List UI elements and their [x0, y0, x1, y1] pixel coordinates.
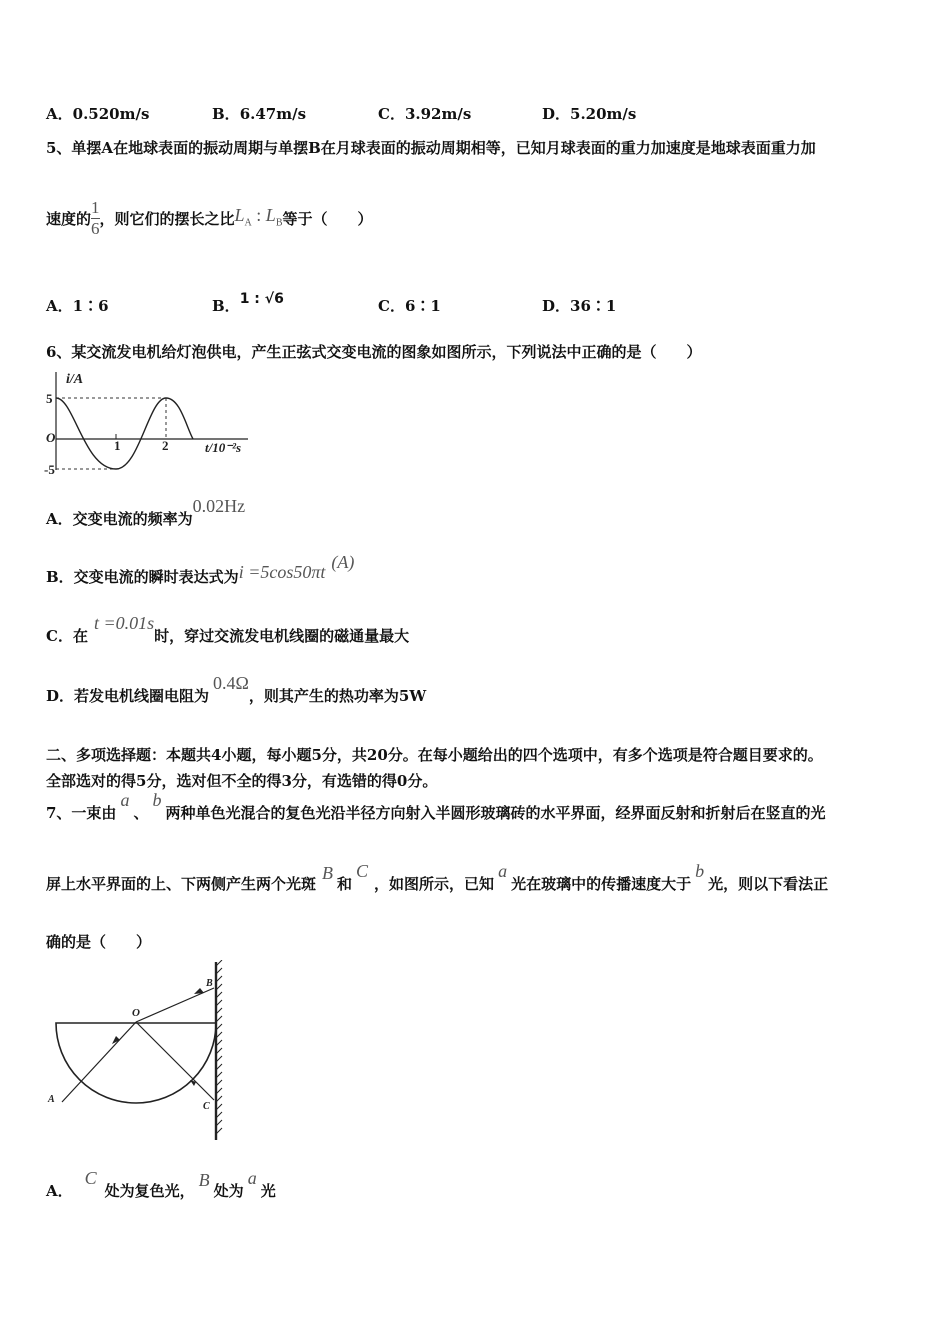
- q5-stem-line2: [46, 198, 373, 239]
- var-a-2: a: [498, 861, 508, 881]
- q5-option-b: B．1 : √6: [212, 291, 284, 315]
- var-b-2: b: [695, 861, 705, 881]
- q4-option-d: D．5.20m/s: [542, 105, 637, 123]
- q7-stem-line2: 屏上水平界面的上、下两侧产生两个光斑 B 和 C ，如图所示，已知 a 光在玻璃中的传播速度大于 b 光，则以下看法正: [46, 861, 829, 893]
- q7a-var-C: C: [84, 1168, 97, 1188]
- q4-option-b: B．6.47m/s: [212, 105, 307, 123]
- current-graph: [44, 366, 256, 478]
- y-tick-neg5: -5: [44, 462, 55, 477]
- label-B: B: [206, 978, 213, 989]
- q5-line2-pre: 速度的: [46, 210, 92, 228]
- q6-option-c-math: t =0.01s: [93, 613, 155, 633]
- q5-line2-post: 等于（ ）: [282, 210, 373, 228]
- q6-option-b-text: B．交变电流的瞬时表达式为: [46, 568, 239, 586]
- reflected-ray: [136, 1022, 214, 1100]
- var-C: C: [356, 861, 369, 881]
- q5-stem-line1: 5、单摆A在地球表面的振动周期与单摆B在月球表面的振动周期相等，已知月球表面的重力加速度是地球表面重力加: [46, 139, 816, 157]
- q7-stem-line1: 7、一束由 a 、 b 两种单色光混合的复色光沿半径方向射入半圆形玻璃砖的水平界面，经界面反射和折射后在竖直的光: [46, 790, 826, 822]
- q7-stem-line3: 确的是（ ）: [46, 933, 152, 951]
- q6-option-a-math: 0.02Hz: [192, 496, 246, 516]
- q7a-var-B: B: [198, 1170, 210, 1190]
- q6-option-a: [46, 496, 246, 529]
- q5-option-d: D．36∶1: [542, 297, 617, 315]
- q6-option-c-pre: C．在: [46, 627, 88, 645]
- q5-option-c: C．6∶1: [378, 297, 441, 315]
- x-tick-1-label: 1: [114, 438, 121, 453]
- q6-stem: 6、某交流发电机给灯泡供电，产生正弦式交变电流的图象如图所示，下列说法中正确的是（ ）: [46, 343, 702, 361]
- q6-option-b-unit: (A): [331, 552, 355, 572]
- label-A: A: [48, 1094, 55, 1105]
- sine-curve: [56, 398, 193, 469]
- q6-option-d-text: D．若发电机线圈电阻为: [46, 687, 210, 705]
- q5-line2-mid: ，则它们的摆长之比: [99, 210, 235, 228]
- frac-numerator: 1: [91, 198, 100, 217]
- q6-option-d-post: ，则其产生的热功率为5W: [248, 687, 427, 705]
- var-b: b: [152, 790, 162, 810]
- fraction-one-sixth: [91, 198, 100, 239]
- y-tick-5: 5: [46, 391, 53, 406]
- incident-ray: [62, 1022, 136, 1102]
- semicircle-glass: [56, 1023, 216, 1103]
- q7-option-a: A． C 处为复色光， B 处为 a 光: [46, 1168, 276, 1200]
- q6-option-b: [46, 552, 355, 587]
- glass-diagram: [44, 960, 234, 1144]
- label-O: O: [132, 1007, 140, 1019]
- q6-option-c-post: 时，穿过交流发电机线圈的磁通量最大: [154, 627, 410, 645]
- q6-option-d: [46, 673, 427, 706]
- ratio-expression: $L_A$ : $L_B$: [234, 204, 283, 229]
- q4-option-a: A．0.520m/s: [46, 105, 150, 123]
- q4-option-c: C．3.92m/s: [378, 105, 472, 123]
- x-tick-2-label: 2: [162, 438, 169, 453]
- var-a: a: [120, 790, 130, 810]
- q6-option-d-math: 0.4Ω: [213, 673, 249, 693]
- origin-label: O: [46, 430, 56, 445]
- var-B: B: [322, 863, 334, 883]
- section2-heading-line2: 全部选对的得5分，选对但不全的得3分，有选错的得0分。: [46, 772, 438, 790]
- label-C: C: [203, 1101, 210, 1112]
- frac-denominator: 6: [91, 219, 100, 238]
- q6-option-c: [46, 613, 410, 646]
- q6-option-b-math: i =5cos50πt: [238, 562, 326, 582]
- q5-option-a: A．1∶6: [46, 297, 109, 315]
- x-axis-label: t/10⁻²s: [205, 440, 242, 455]
- q7a-var-a: a: [247, 1168, 257, 1188]
- section2-heading-line1: 二、多项选择题：本题共4小题，每小题5分，共20分。在每小题给出的四个选项中，有多个选项是符合题目要求的。: [46, 746, 823, 764]
- refracted-arrow: [194, 988, 204, 994]
- q6-option-a-text: A．交变电流的频率为: [46, 510, 193, 528]
- y-axis-label: i/A: [66, 372, 84, 387]
